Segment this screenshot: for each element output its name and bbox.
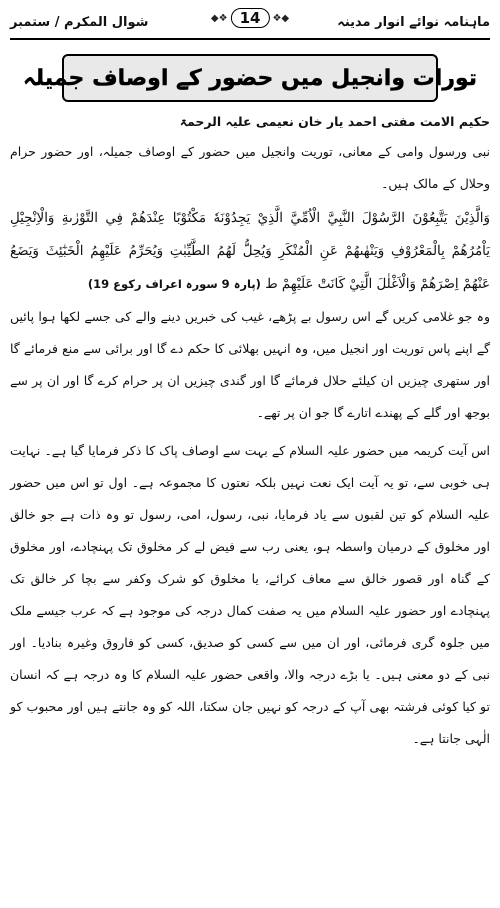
body-paragraph: اس آیت کریمہ میں حضور علیہ السلام کے بہت سے اوصاف پاک کا ذکر فرمایا گیا ہے۔ نہایت ہی خوبی سے، تو یہ آیت ایک نعت نہیں بلکہ نعتوں کا مجموعہ ہے۔ اول تو اس میں حضور علیہ السلام کو تین لقبوں سے یاد فرمایا، نبی، رسول، امی، رسول تو وہ ذات ہے جو خالق اور مخلوق کے درمیان واسطہ ہو، یعنی رب سے فیض لے کر مخلوق تک پہنچادے، اور مخلوق کے گناہ اور قصور خالق سے معاف کرائے، یا مخلوق کو شرک وکفر سے بچا کر خالق تک پہنچادے اور حضور علیہ السلام میں یہ صفت کمال درجہ کی موجود ہے کہ عرب جیسے ملک میں جلوہ گری فرمائی، اور ان میں سے کسی کو صدیق، کسی کو فاروق وغیرہ بنادیا۔ اور نبی کے دو معنی ہیں۔ یا بڑے درجہ والا، واقعی حضور علیہ السلام کا وہ درجہ ہے کہ انسان تو کیا کوئی فرشتہ بھی آپ کے درجہ کو نہیں جان سکتا، اللہ کو وہ جانتے ہیں اور محبوب کو الٰہی جانتا ہے۔: [10, 443, 490, 746]
intro-paragraph: نبی ورسول وامی کے معانی، توریت وانجیل میں حضور کے اوصاف جمیلہ، اور حضور حرام وحلال کے مالک ہیں۔: [10, 144, 490, 191]
running-header: [10, 6, 490, 40]
page-number: 14: [231, 8, 270, 28]
verse-translation: وہ جو غلامی کریں گے اس رسول بے پڑھے، غیب کی خبریں دینے والے کی جسے لکھا ہوا پائیں گے اپنے پاس توریت اور انجیل میں، وہ انہیں بھلائی کا حکم دے گا اور برائی سے منع فرمائے گا اور ستھری چیزیں ان کیلئے حلال فرمائے گا اور گندی چیزیں ان پر حرام کرے گا اور ان پر سے بوجھ اور گلے کے پھندے اتارے گا جو ان پر تھے۔: [10, 309, 490, 420]
issue-month: شوال المکرم / ستمبر: [10, 14, 149, 30]
article-title: تورات وانجیل میں حضور کے اوصاف جمیلہ: [22, 65, 478, 91]
magazine-name: ماہنامہ نوائے انوار مدینہ: [337, 14, 490, 30]
article-title-box: [22, 54, 478, 102]
ornament-left-icon: ◆❖: [210, 12, 228, 24]
author-line: حکیم الامت مفتی احمد یار خان نعیمی علیہ الرحمۃ: [179, 114, 490, 129]
ornament-right-icon: ❖◆: [272, 12, 290, 24]
quran-verse: [10, 202, 490, 301]
page-number-badge: [211, 8, 289, 28]
verse-text: وَالَّذِيْنَ يَتَّبِعُوْنَ الرَّسُوْلَ النَّبِيَّ الْاُمِّيَّ الَّذِيْ يَجِدُوْنَهٗ مَكْتُوْبًا عِنْدَهُمْ فِي التَّوْرٰىةِ وَالْاِنْجِيْلِ يَاْمُرُهُمْ بِالْمَعْرُوْفِ وَيَنْهٰىهُمْ عَنِ الْمُنْكَرِ وَيُحِلُّ لَهُمُ الطَّيِّبٰتِ وَيُحَرِّمُ عَلَيْهِمُ الْخَبٰٓئِثَ وَيَضَعُ عَنْهُمْ اِصْرَهُمْ وَالْاَغْلٰلَ الَّتِيْ كَانَتْ عَلَيْهِمْ ط: [10, 211, 490, 292]
verse-reference: (پارہ 9 سورہ اعراف رکوع 19): [87, 277, 261, 291]
